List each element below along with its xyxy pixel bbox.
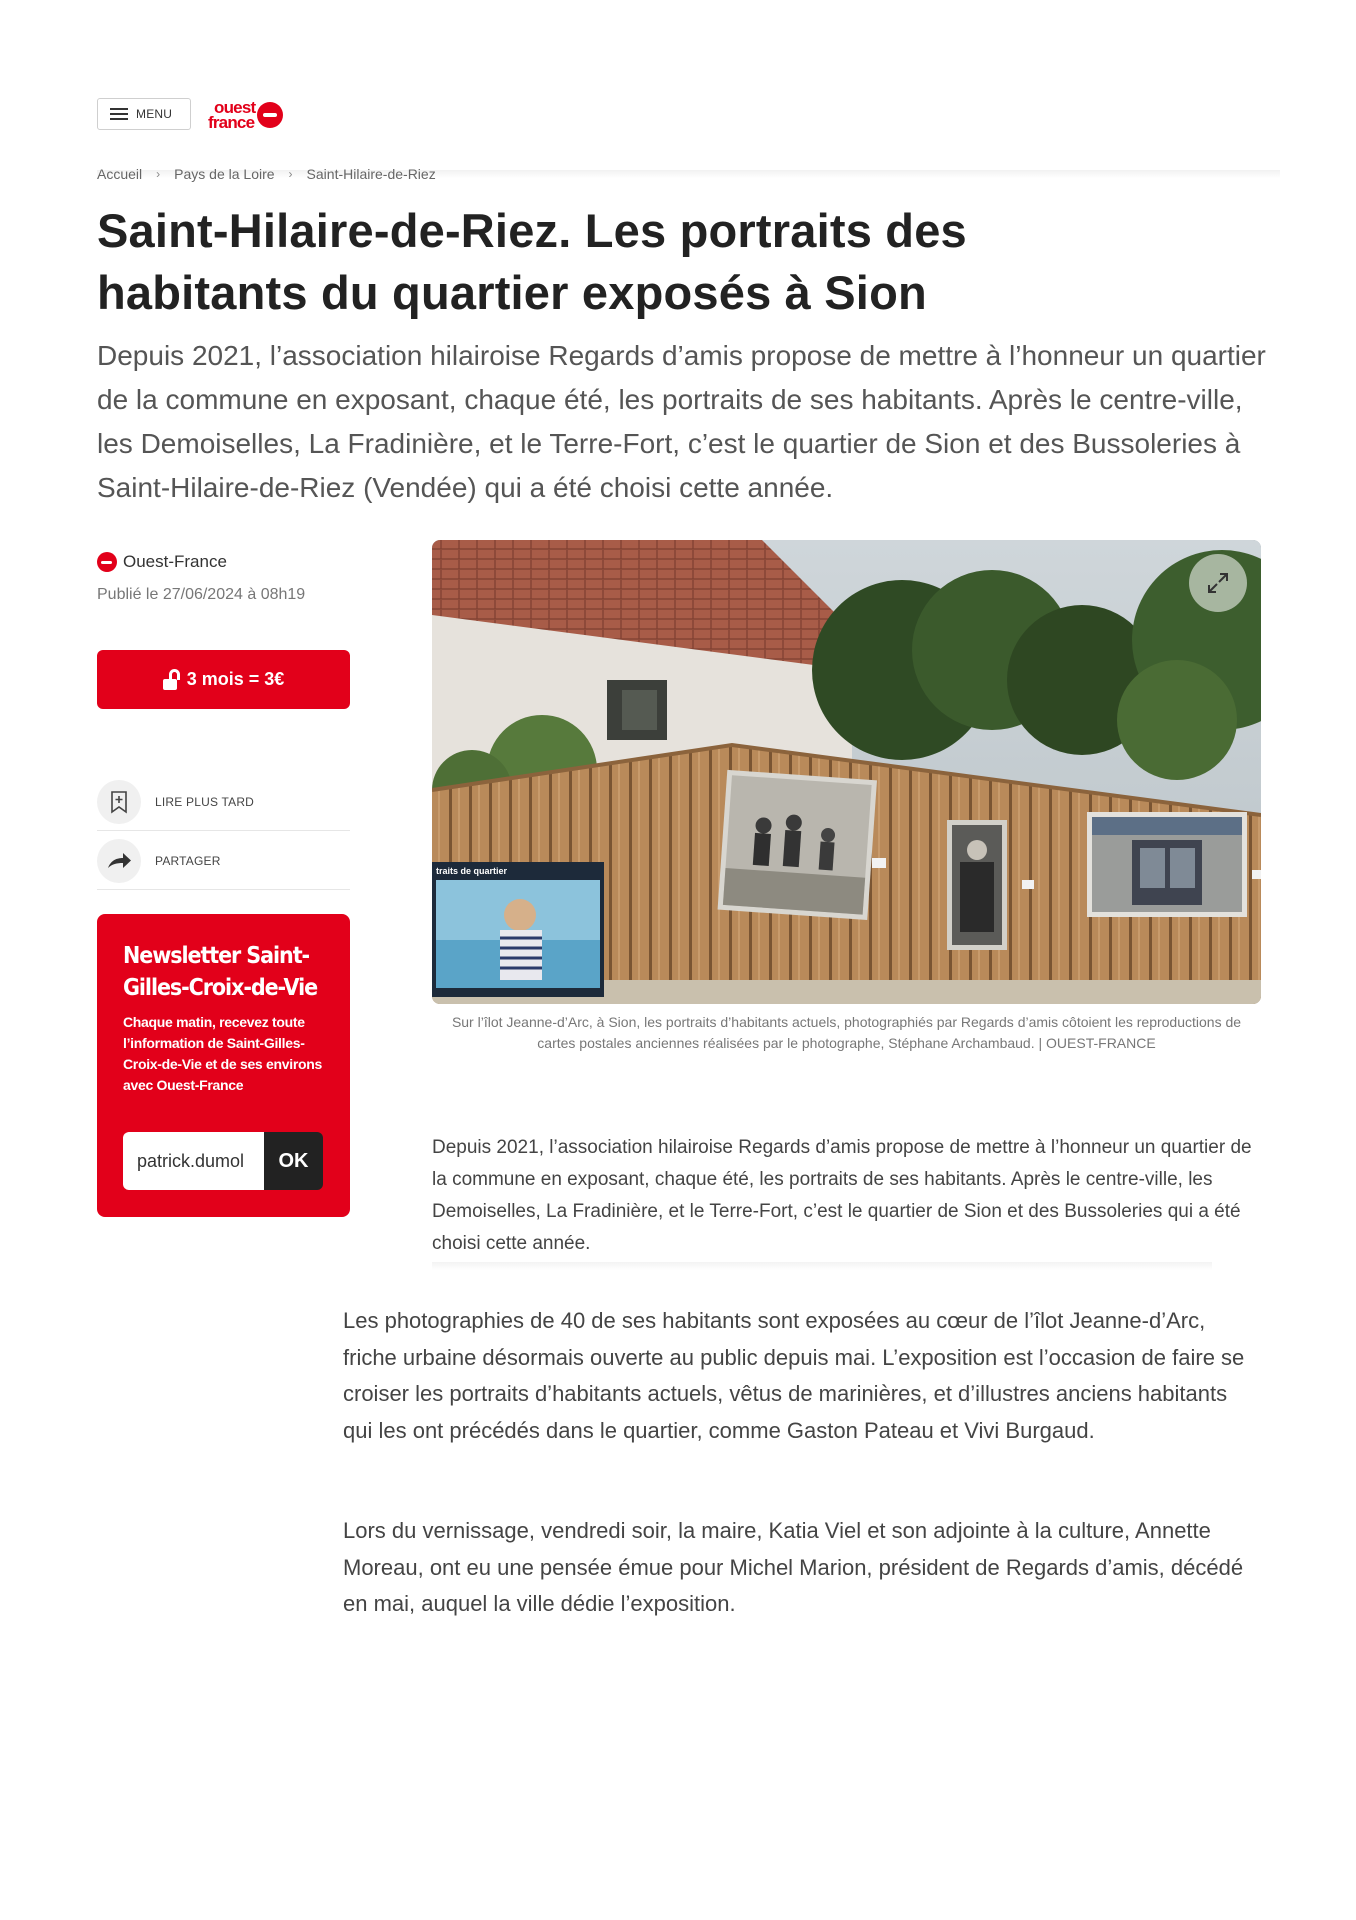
photo-illustration <box>432 540 1261 1004</box>
newsletter-form <box>123 1132 323 1190</box>
subscribe-button[interactable] <box>97 650 350 709</box>
share-button[interactable] <box>97 832 350 890</box>
ouest-france-logo[interactable] <box>208 97 283 133</box>
unlock-icon <box>163 669 181 691</box>
logo-text-france: france <box>208 113 255 132</box>
photo-caption: Sur l’îlot Jeanne-d’Arc, à Sion, les portraits d’habitants actuels, photographiés par Regards d’amis côtoient les reproductions de cartes postales anciennes réalisées par le photographe, Stéphane Archambaud. | OUEST-FRANCE <box>451 1014 1242 1051</box>
article-title: Saint-Hilaire-de-Riez. Les portraits des habitants du quartier exposés à Sion <box>97 204 967 319</box>
share-label: PARTAGER <box>155 853 221 868</box>
intro-paragraph: Depuis 2021, l’association hilairoise Regards d’amis propose de mettre à l’honneur un quartier de la commune en exposant, chaque été, les portraits de ses habitants. Après le centre-ville, les Demoiselles, La Fradinière, et le Terre-Fort, c’est le quartier de Sion et des Bussoleries qui a été choisi cette année. <box>432 1137 1252 1254</box>
source-name: Ouest-France <box>123 552 227 571</box>
newsletter-text <box>123 1012 323 1096</box>
breadcrumb-separator: › <box>156 167 161 181</box>
article-lede: Depuis 2021, l’association hilairoise Regards d’amis propose de mettre à l’honneur un quartier de la commune en exposant, chaque été, les portraits de ses habitants. Après le centre-ville, les Demoiselles, La Fradinière, et le Terre-Fort, c’est le quartier de Sion et des Bussoleries à Saint-Hilaire-de-Riez (Vendée) qui a été choisi cette année. <box>97 340 1266 503</box>
logo-mark-icon <box>257 102 283 128</box>
article-source[interactable] <box>97 552 227 572</box>
newsletter-submit-button[interactable]: OK <box>264 1132 323 1190</box>
breadcrumb <box>97 166 436 182</box>
expand-photo-button[interactable] <box>1189 554 1247 612</box>
published-date: Publié le 27/06/2024 à 08h19 <box>97 586 306 603</box>
newsletter-title: Newsletter Saint-Gilles-Croix-de-Vie <box>123 943 318 1001</box>
breadcrumb-region[interactable]: Pays de la Loire <box>174 166 275 182</box>
subscribe-label: 3 mois = 3€ <box>186 669 285 689</box>
ouest-france-icon <box>97 552 117 572</box>
newsletter-text-body: Chaque matin, recevez toute l’information de Saint-Gilles-Croix-de-Vie et de ses environs avec <box>123 1014 322 1093</box>
article-photo[interactable] <box>432 540 1261 1004</box>
read-later-button[interactable] <box>97 773 350 831</box>
bookmark-icon <box>97 780 141 824</box>
newsletter-box <box>97 914 350 1217</box>
article-paragraph: Les photographies de 40 de ses habitants sont exposées au cœur de l’îlot Jeanne-d’Arc, friche urbaine désormais ouverte au public depuis mai. L’exposition est l’occasion de faire se croiser les portraits d’habitants actuels, vêtus de marinières, et d’illustres anciens habitants qui les ont précédés dans le quartier, comme Gaston Pateau et Vivi Burgaud. <box>343 1308 1245 1443</box>
breadcrumb-city[interactable]: Saint-Hilaire-de-Riez <box>306 166 436 182</box>
article-paragraph: Lors du vernissage, vendredi soir, la maire, Katia Viel et son adjointe à la culture, Annette Moreau, ont eu une pensée émue pour Michel Marion, président de Regards d’amis, décédé en mai, auquel la ville dédie l’exposition. <box>343 1518 1244 1616</box>
logo-text-ouest: ouest <box>214 98 256 117</box>
read-later-label: LIRE PLUS TARD <box>155 794 255 809</box>
menu-button[interactable] <box>97 98 191 130</box>
hamburger-icon <box>110 108 128 120</box>
breadcrumb-separator: › <box>288 167 293 181</box>
photo-banner-text: traits de quartier <box>436 866 508 876</box>
intro-divider <box>432 1262 1212 1270</box>
breadcrumb-home[interactable]: Accueil <box>97 166 143 182</box>
menu-label: MENU <box>136 107 173 121</box>
newsletter-email-input[interactable] <box>123 1132 264 1190</box>
expand-icon <box>1205 570 1231 596</box>
newsletter-text-brand: Ouest-France <box>156 1077 244 1093</box>
share-arrow-icon <box>97 839 141 883</box>
